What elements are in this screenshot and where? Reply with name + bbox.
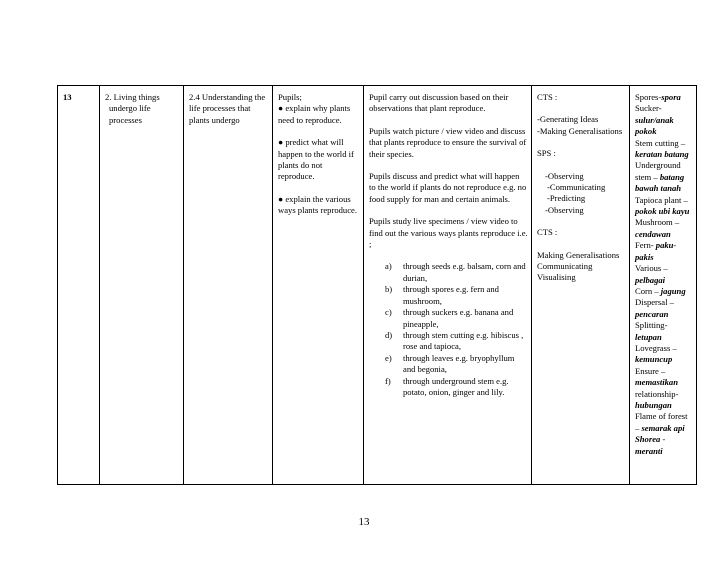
vocabulary-item — [635, 217, 693, 240]
list-marker: b) — [385, 284, 393, 295]
vocabulary-malay: spora — [661, 92, 681, 102]
vocabulary-malay: pencaran — [635, 308, 669, 319]
spacer — [369, 160, 528, 171]
list-marker: a) — [385, 261, 392, 272]
vocabulary-item — [635, 103, 693, 137]
learning-outcomes-cell — [273, 86, 364, 485]
list-item — [385, 284, 528, 307]
skill-item: Communicating — [537, 261, 593, 272]
cts-skill-list-second — [537, 250, 626, 284]
list-text: through spores e.g. fern and mushroom, — [403, 284, 499, 306]
activities-cell — [364, 86, 532, 485]
spacer — [369, 250, 528, 261]
vocabulary-english: Stem cutting – — [635, 137, 686, 148]
activity-paragraph: Pupils study live specimens / view video to find out the various ways plants reproduce i.e. ; — [369, 216, 528, 250]
skills-cell — [532, 86, 630, 485]
learning-area-cell — [100, 86, 184, 485]
activity-paragraph: Pupils discuss and predict what will happen to the world if plants do not reproduce e.g. no food supply for man and certain animals. — [369, 171, 527, 204]
skill-item: -Generating Ideas — [537, 114, 599, 125]
outcome-item: ● predict what will happen to the world if plants do not reproduce. — [278, 137, 354, 182]
vocabulary-item — [635, 297, 693, 320]
vocabulary-item — [635, 160, 693, 194]
list-item — [385, 261, 528, 284]
activity-paragraph: Pupil carry out discussion based on their observations that plant reproduce. — [369, 92, 509, 114]
vocabulary-item — [635, 195, 693, 218]
skill-item: -Observing — [545, 204, 584, 215]
list-item — [385, 376, 528, 399]
vocabulary-english: Splitting- — [635, 320, 668, 331]
skill-item: -Communicating — [547, 182, 606, 193]
vocabulary-item — [635, 366, 693, 389]
vocabulary-malay: letupan — [635, 331, 662, 342]
vocabulary-item — [635, 411, 693, 434]
reproduction-ways-list — [369, 261, 528, 398]
activity-paragraph: Pupils watch picture / view video and discuss that plants reproduce to ensure the survival of their species. — [369, 125, 527, 159]
skill-item: -Predicting — [547, 193, 586, 204]
cts-heading: CTS : — [537, 92, 558, 102]
skill-item: Making Generalisations — [537, 249, 620, 260]
skill-item: -Making Generalisations — [537, 125, 623, 136]
learning-objective-cell — [184, 86, 273, 485]
list-marker: c) — [385, 307, 392, 318]
vocabulary-english: Various – — [635, 263, 668, 274]
vocabulary-english: Corn – — [635, 285, 661, 296]
outcome-item: ● explain why plants need to reproduce. — [278, 103, 351, 125]
outcome-item: ● explain the various ways plants reproduce. — [278, 193, 357, 216]
list-item — [385, 353, 528, 376]
week-number-cell — [58, 86, 100, 485]
list-marker: e) — [385, 352, 392, 363]
vocabulary-malay: kemuncup — [635, 354, 673, 365]
vocabulary-item — [635, 286, 693, 297]
vocabulary-english: Mushroom – — [635, 217, 680, 228]
list-item — [385, 307, 528, 330]
vocabulary-english: Underground stem – — [635, 160, 681, 182]
sps-skill-list — [537, 171, 626, 217]
spacer — [369, 115, 528, 126]
vocabulary-malay: memastikan — [635, 377, 678, 388]
list-text: through leaves e.g. bryophyllum and begonia, — [403, 352, 515, 375]
activity-paragraphs — [369, 92, 528, 261]
vocabulary-item — [635, 263, 693, 286]
list-item — [385, 330, 528, 353]
vocabulary-list — [635, 92, 693, 457]
list-text: through seeds e.g. balsam, corn and durian, — [403, 261, 526, 283]
vocabulary-malay: cendawan — [635, 228, 671, 239]
vocabulary-item — [635, 389, 693, 412]
vocabulary-english: Fern- — [635, 240, 656, 251]
list-text: through underground stem e.g. potato, onion, ginger and lily. — [403, 375, 509, 397]
cts-heading-second: CTS : — [537, 227, 558, 238]
skill-item: -Observing — [545, 170, 584, 181]
outcomes-intro: Pupils; — [278, 92, 302, 102]
sps-heading: SPS : — [537, 148, 556, 159]
list-text: through stem cutting e.g. hibiscus , rose and tapioca, — [403, 329, 524, 352]
spacer — [278, 126, 360, 137]
vocabulary-malay: Shorea - meranti — [635, 434, 666, 456]
vocabulary-malay: sulur/anak pokok — [635, 114, 674, 137]
vocabulary-english: Ensure – — [635, 365, 666, 376]
vocabulary-item — [635, 138, 693, 161]
vocabulary-malay: paku-pakis — [635, 240, 677, 262]
scheme-of-work-sheet — [57, 85, 690, 485]
vocabulary-malay: hubungan — [635, 399, 672, 410]
outcomes-list — [278, 103, 360, 216]
page-number: 13 — [358, 516, 370, 528]
vocabulary-malay: batang bawah tanah — [635, 171, 685, 194]
cts-skill-list — [537, 114, 626, 137]
vocabulary-malay: semarak api — [641, 422, 685, 433]
table-row — [58, 86, 697, 485]
skill-item: Visualising — [537, 272, 576, 283]
list-marker: f) — [385, 375, 391, 386]
vocabulary-english: Flame of forest – — [635, 411, 688, 433]
vocabulary-malay: pelbagai — [635, 274, 666, 285]
vocabulary-item — [635, 343, 693, 366]
learning-objective: 2.4 Understanding the life processes that plants undergo — [189, 92, 266, 125]
vocabulary-malay: jagung — [660, 285, 686, 296]
vocabulary-english: Tapioca plant – — [635, 194, 688, 205]
lesson-plan-table — [57, 85, 697, 485]
vocabulary-item — [635, 240, 693, 263]
vocabulary-malay: keratan batang — [635, 149, 689, 160]
spacer — [369, 205, 528, 216]
vocabulary-english: relationship- — [635, 388, 679, 399]
list-text: through suckers e.g. banana and pineapple, — [403, 307, 514, 329]
vocabulary-item — [635, 320, 693, 343]
vocabulary-english: Dispersal – — [635, 297, 674, 308]
vocabulary-malay: pokok ubi kayu — [635, 206, 690, 217]
vocabulary-english: Sucker- — [635, 103, 662, 114]
learning-area: 2. Living things undergo life processes — [105, 92, 160, 125]
vocabulary-english: Lovegrass – — [635, 342, 677, 353]
vocabulary-cell — [630, 86, 697, 485]
spacer — [278, 183, 360, 194]
vocabulary-item — [635, 92, 693, 103]
vocabulary-english: Spores- — [635, 92, 662, 102]
list-marker: d) — [385, 329, 393, 340]
week-number: 13 — [63, 92, 72, 102]
vocabulary-item — [635, 434, 693, 457]
